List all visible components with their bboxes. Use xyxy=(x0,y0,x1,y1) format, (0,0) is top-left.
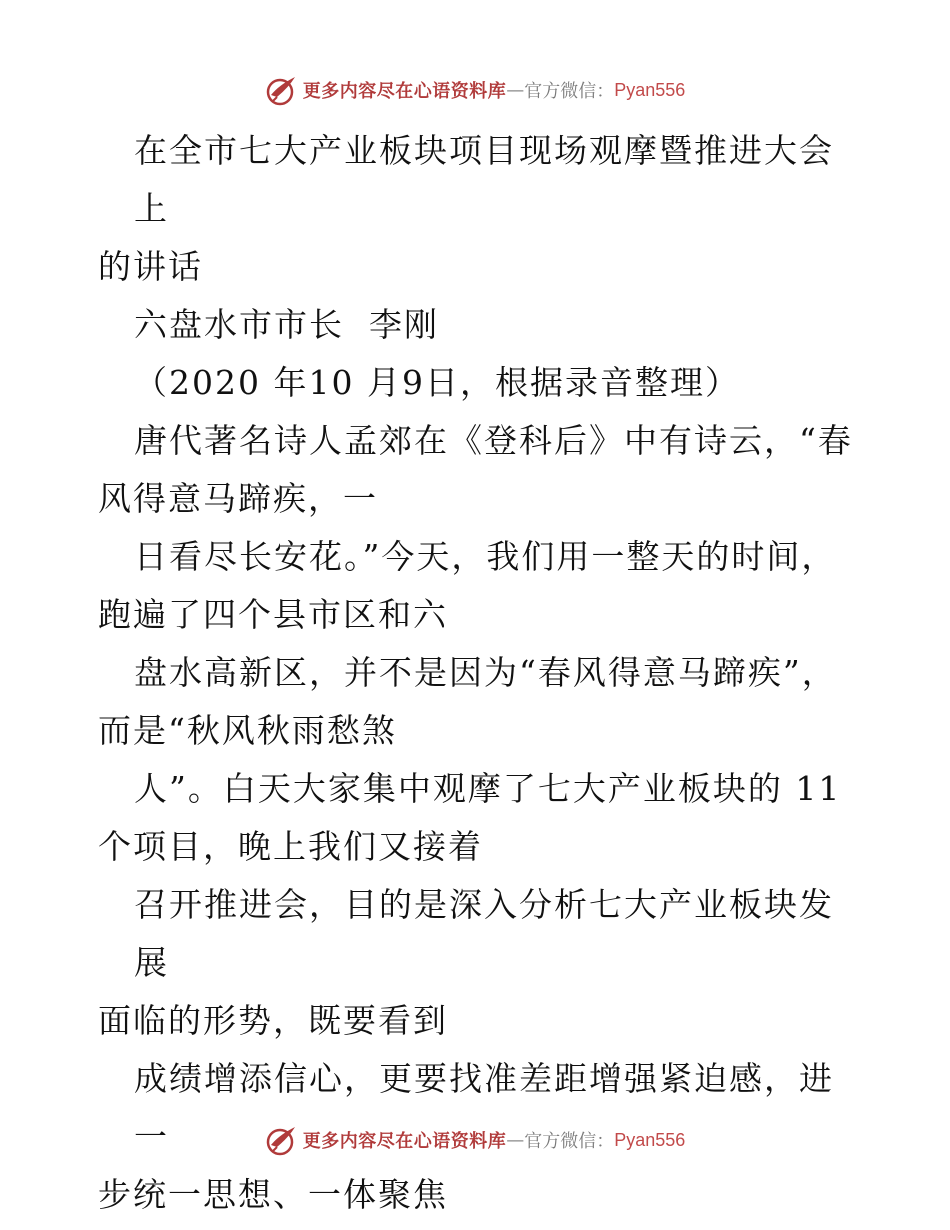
doc-line-text: 六盘水市市长 李刚 xyxy=(134,305,439,344)
watermark-wechat-label: 官方微信： xyxy=(524,81,615,102)
doc-line-text: 个项目，晚上我们又接着 xyxy=(98,827,483,866)
quill-logo-icon xyxy=(265,73,299,107)
doc-line-text: （2020 年10 月9日，根据录音整理） xyxy=(134,363,740,402)
doc-line-text: 跑遍了四个县市区和六 xyxy=(98,595,448,634)
doc-line-text: 日看尽长安花。”今天，我们用一整天的时间， xyxy=(134,537,837,576)
doc-line xyxy=(98,354,858,412)
watermark-site-text: 更多内容尽在心语资料库 xyxy=(302,1131,507,1152)
doc-line xyxy=(98,586,858,644)
doc-line-text: 成绩增添信心，更要找准差距增强紧迫感，进一 xyxy=(134,1059,834,1156)
doc-line xyxy=(98,238,858,296)
doc-line xyxy=(98,818,858,876)
doc-line-text: 唐代著名诗人孟郊在《登科后》中有诗云，“春 xyxy=(134,421,853,460)
doc-line-text: 风得意马蹄疾，一 xyxy=(98,479,378,518)
doc-line xyxy=(98,528,858,586)
watermark-site-text: 更多内容尽在心语资料库 xyxy=(302,81,507,102)
watermark-banner-top xyxy=(0,70,950,110)
doc-line-text: 在全市七大产业板块项目现场观摩暨推进大会上 xyxy=(134,131,834,228)
doc-line-text: 而是“秋风秋雨愁煞 xyxy=(98,711,397,750)
doc-line xyxy=(98,470,858,528)
document-body xyxy=(98,122,858,1224)
watermark-banner-bottom xyxy=(0,1120,950,1160)
doc-line xyxy=(98,412,858,470)
watermark-wechat-label: 官方微信： xyxy=(524,1131,615,1152)
doc-line-text: 面临的形势，既要看到 xyxy=(98,1001,448,1040)
doc-line xyxy=(98,702,858,760)
doc-line xyxy=(98,644,858,702)
quill-logo-icon xyxy=(265,1123,299,1157)
doc-line xyxy=(98,992,858,1050)
doc-line xyxy=(98,1166,858,1224)
watermark-wechat-id: Pyan556 xyxy=(614,1129,686,1150)
doc-line-text: 步统一思想、一体聚焦 xyxy=(98,1175,448,1214)
doc-line-text: 召开推进会，目的是深入分析七大产业板块发展 xyxy=(134,885,834,982)
doc-line-text: 盘水高新区，并不是因为“春风得意马蹄疾”， xyxy=(134,653,837,692)
doc-line xyxy=(98,296,858,354)
watermark-separator: — xyxy=(506,79,525,101)
doc-line-text: 的讲话 xyxy=(98,247,203,286)
doc-line-text: 人”。白天大家集中观摩了七大产业板块的 11 xyxy=(134,769,842,808)
doc-line xyxy=(98,760,858,818)
watermark-wechat-id: Pyan556 xyxy=(614,79,686,100)
doc-line xyxy=(98,122,858,238)
doc-line xyxy=(98,876,858,992)
watermark-separator: — xyxy=(506,1129,525,1151)
